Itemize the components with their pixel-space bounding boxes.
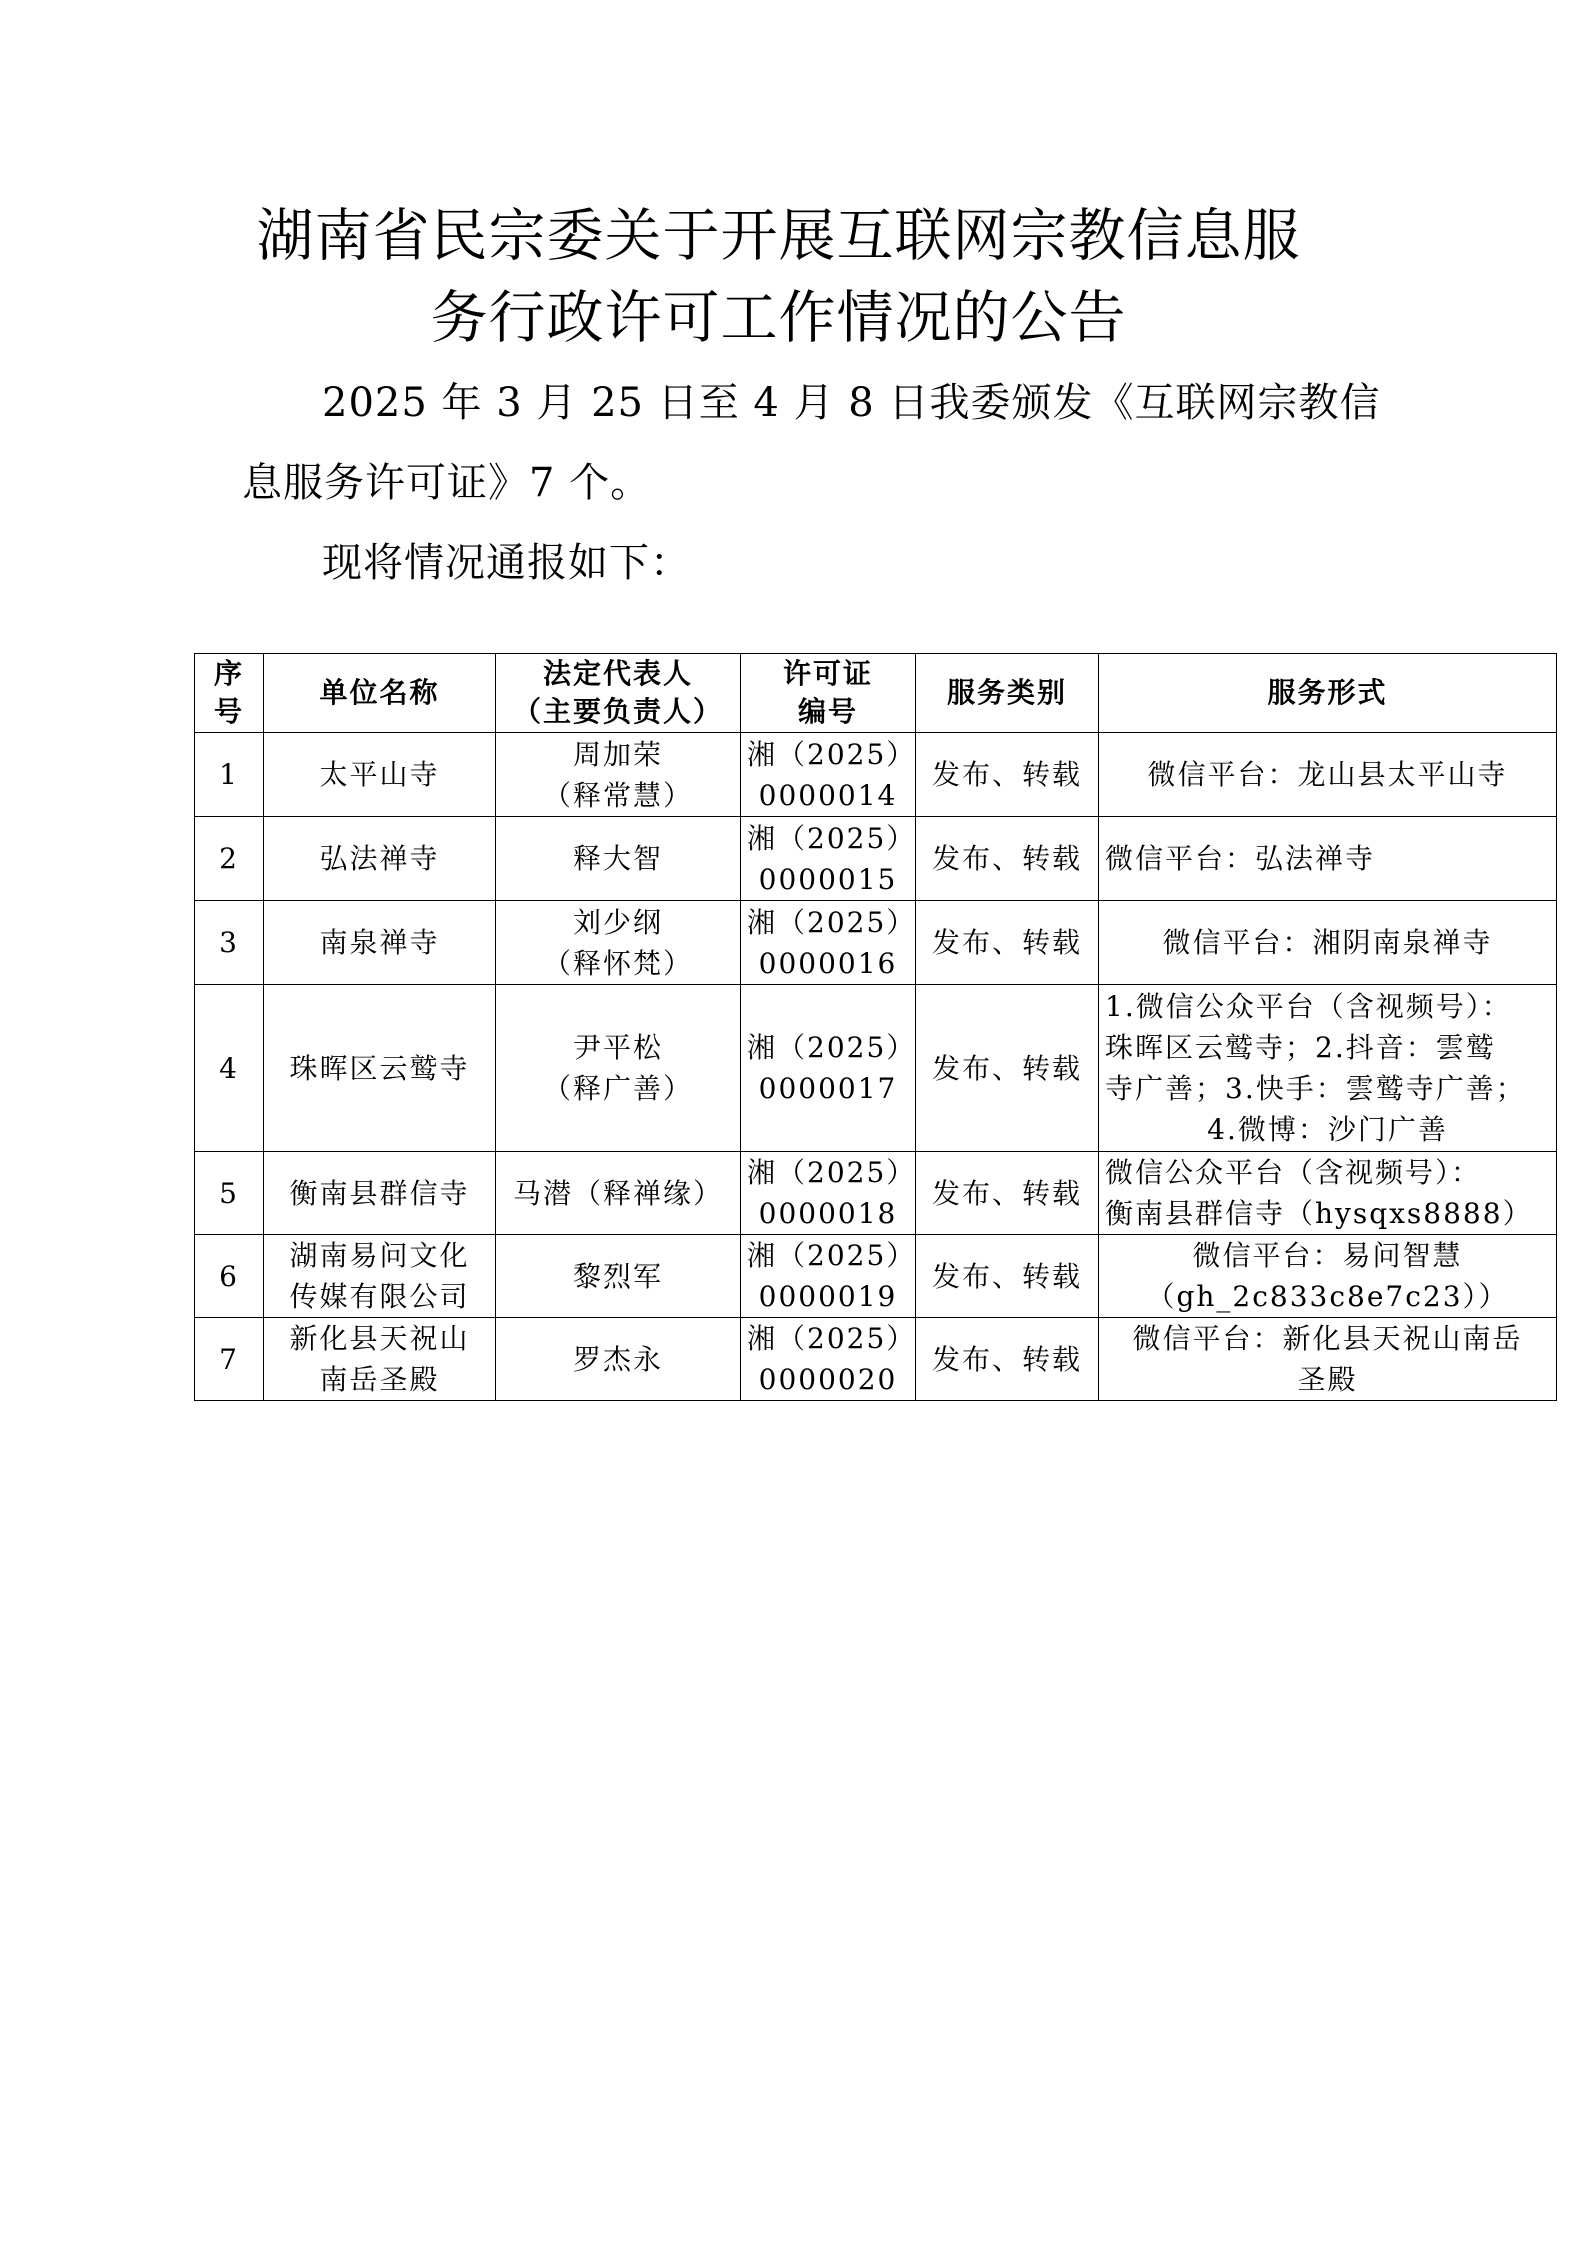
- seq-value: 3: [219, 926, 239, 959]
- representative-line-1: 刘少纲: [572, 905, 663, 939]
- header-category-label: 服务类别: [946, 676, 1067, 709]
- unit-line-1: 珠晖区云鹫寺: [289, 1051, 470, 1085]
- seq-cell: [195, 1152, 264, 1235]
- license-line-1: 湘（2025）: [747, 905, 917, 939]
- table-row: [195, 1235, 1557, 1318]
- unit-cell: [264, 901, 496, 985]
- service-form-cell: [1099, 1235, 1557, 1318]
- seq-cell: [195, 817, 264, 901]
- unit-cell: [264, 1152, 496, 1235]
- header-seq-line-2: 号: [213, 695, 244, 728]
- service-form-line-2: 圣殿: [1297, 1363, 1358, 1396]
- table-row: [195, 985, 1557, 1152]
- header-representative-line-2: （主要负责人）: [512, 695, 723, 728]
- service-form-line-2: 珠晖区云鹫寺；2.抖音：雲鹫: [1105, 1031, 1496, 1064]
- license-table: [194, 653, 1557, 1401]
- service-category-cell: [916, 733, 1099, 817]
- table-row: [195, 901, 1557, 985]
- service-form-line-1: 微信平台：龙山县太平山寺: [1147, 758, 1508, 791]
- service-category-cell: [916, 1235, 1099, 1318]
- seq-value: 7: [219, 1342, 239, 1376]
- unit-line-1: 湖南易问文化: [289, 1239, 470, 1272]
- service-category-value: 发布、转载: [931, 1051, 1082, 1085]
- unit-line-1: 南泉禅寺: [319, 926, 440, 959]
- license-line-1: 湘（2025）: [747, 1239, 917, 1272]
- service-form-cell: [1099, 1318, 1557, 1401]
- table-header-row: [195, 654, 1557, 733]
- service-form-line-1: 微信平台：弘法禅寺: [1105, 842, 1376, 875]
- service-category-value: 发布、转载: [931, 842, 1082, 875]
- table-row: [195, 817, 1557, 901]
- service-form-cell: [1099, 901, 1557, 985]
- header-seq-line-1: 序: [213, 657, 244, 690]
- license-number-cell: [741, 1152, 916, 1235]
- service-form-line-1: 微信平台：新化县天祝山南岳: [1132, 1322, 1523, 1355]
- seq-value: 1: [219, 758, 239, 791]
- service-form-line-2: （gh_2c833c8e7c23））: [1146, 1280, 1509, 1313]
- page-title-line-1: 湖南省民宗委关于开展互联网宗教信息服: [256, 203, 1301, 269]
- license-number-cell: [741, 901, 916, 985]
- report-paragraph: 现将情况通报如下：: [322, 540, 691, 586]
- header-seq: [195, 654, 264, 733]
- service-form-line-3: 寺广善；3.快手：雲鹫寺广善；: [1105, 1072, 1526, 1105]
- license-line-1: 湘（2025）: [747, 1156, 917, 1189]
- header-service-category: [916, 654, 1099, 733]
- service-category-cell: [916, 1318, 1099, 1401]
- header-representative-line-1: 法定代表人: [542, 657, 693, 690]
- table-row: [195, 1318, 1557, 1401]
- license-line-2: 0000016: [758, 946, 898, 980]
- unit-cell: [264, 985, 496, 1152]
- header-unit-label: 单位名称: [319, 676, 440, 709]
- header-service-form: [1099, 654, 1557, 733]
- representative-line-1: 罗杰永: [572, 1342, 663, 1376]
- seq-cell: [195, 1318, 264, 1401]
- license-number-cell: [741, 1235, 916, 1318]
- representative-cell: [496, 817, 741, 901]
- seq-value: 2: [219, 842, 239, 875]
- license-line-1: 湘（2025）: [747, 1322, 917, 1355]
- header-license-line-2: 编号: [797, 695, 858, 728]
- service-category-cell: [916, 1152, 1099, 1235]
- service-category-value: 发布、转载: [931, 1259, 1082, 1293]
- intro-paragraph-line-1: 2025 年 3 月 25 日至 4 月 8 日我委颁发《互联网宗教信: [322, 380, 1381, 426]
- representative-cell: [496, 1152, 741, 1235]
- license-line-1: 湘（2025）: [747, 821, 917, 855]
- seq-cell: [195, 901, 264, 985]
- license-line-2: 0000017: [758, 1072, 898, 1105]
- license-number-cell: [741, 1318, 916, 1401]
- unit-cell: [264, 733, 496, 817]
- service-form-line-1: 微信公众平台（含视频号）：: [1105, 1156, 1482, 1189]
- license-line-2: 0000015: [758, 862, 898, 896]
- header-representative: [496, 654, 741, 733]
- service-category-cell: [916, 817, 1099, 901]
- service-category-value: 发布、转载: [931, 926, 1082, 959]
- service-form-line-1: 微信平台：易问智慧: [1192, 1239, 1463, 1272]
- seq-cell: [195, 1235, 264, 1318]
- representative-cell: [496, 1318, 741, 1401]
- representative-cell: [496, 901, 741, 985]
- seq-cell: [195, 733, 264, 817]
- representative-line-2: （释怀梵）: [542, 946, 693, 980]
- service-form-line-1: 微信平台：湘阴南泉禅寺: [1162, 926, 1493, 959]
- license-number-cell: [741, 985, 916, 1152]
- representative-line-1: 释大智: [572, 842, 663, 875]
- service-form-line-2: 衡南县群信寺（hysqxs8888）: [1105, 1197, 1533, 1230]
- service-form-cell: [1099, 985, 1557, 1152]
- license-line-1: 湘（2025）: [747, 737, 917, 771]
- unit-line-1: 弘法禅寺: [319, 842, 440, 875]
- license-line-2: 0000020: [758, 1363, 898, 1396]
- service-form-cell: [1099, 1152, 1557, 1235]
- unit-line-1: 太平山寺: [319, 758, 440, 791]
- service-category-value: 发布、转载: [931, 1342, 1082, 1376]
- seq-value: 6: [219, 1259, 239, 1293]
- unit-line-2: 传媒有限公司: [289, 1280, 470, 1313]
- unit-line-1: 衡南县群信寺: [289, 1176, 470, 1210]
- service-form-cell: [1099, 817, 1557, 901]
- representative-line-2: （释广善）: [542, 1072, 693, 1105]
- unit-cell: [264, 817, 496, 901]
- service-category-value: 发布、转载: [931, 1176, 1082, 1210]
- representative-line-1: 马潜（释禅缘）: [512, 1176, 723, 1210]
- unit-cell: [264, 1318, 496, 1401]
- representative-line-1: 周加荣: [572, 737, 663, 771]
- unit-line-2: 南岳圣殿: [319, 1363, 440, 1396]
- representative-line-2: （释常慧）: [542, 778, 693, 812]
- representative-cell: [496, 1235, 741, 1318]
- seq-cell: [195, 985, 264, 1152]
- service-category-cell: [916, 985, 1099, 1152]
- service-form-line-4: 4.微博：沙门广善: [1207, 1113, 1448, 1146]
- license-line-2: 0000019: [758, 1280, 898, 1313]
- unit-line-1: 新化县天祝山: [289, 1322, 470, 1355]
- unit-cell: [264, 1235, 496, 1318]
- service-form-line-1: 1.微信公众平台（含视频号）：: [1105, 990, 1512, 1023]
- license-line-1: 湘（2025）: [747, 1031, 917, 1064]
- representative-line-1: 尹平松: [572, 1031, 663, 1064]
- intro-paragraph-line-2: 息服务许可证》7 个。: [242, 460, 652, 506]
- license-number-cell: [741, 817, 916, 901]
- header-form-label: 服务形式: [1267, 676, 1388, 709]
- service-form-cell: [1099, 733, 1557, 817]
- table-row: [195, 1152, 1557, 1235]
- table-row: [195, 733, 1557, 817]
- service-category-cell: [916, 901, 1099, 985]
- seq-value: 4: [219, 1051, 239, 1085]
- page-title-line-2: 务行政许可工作情况的公告: [430, 285, 1127, 351]
- representative-cell: [496, 733, 741, 817]
- seq-value: 5: [219, 1176, 239, 1210]
- representative-cell: [496, 985, 741, 1152]
- license-line-2: 0000018: [758, 1197, 898, 1230]
- representative-line-1: 黎烈军: [572, 1259, 663, 1293]
- header-license-line-1: 许可证: [782, 657, 873, 690]
- license-number-cell: [741, 733, 916, 817]
- service-category-value: 发布、转载: [931, 758, 1082, 791]
- license-line-2: 0000014: [758, 778, 898, 812]
- header-unit: [264, 654, 496, 733]
- header-license-number: [741, 654, 916, 733]
